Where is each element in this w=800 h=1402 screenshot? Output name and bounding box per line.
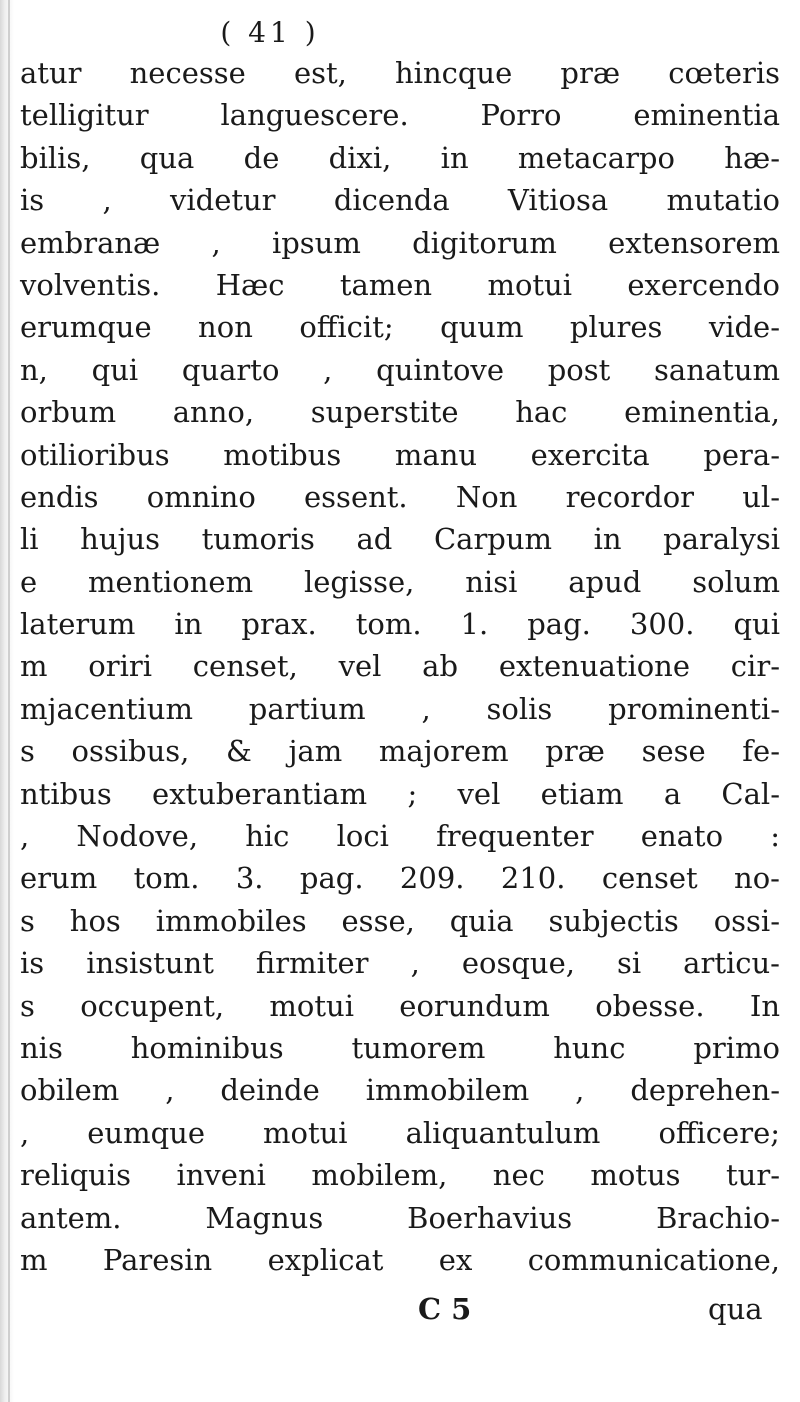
page-number: ( 41 )	[220, 16, 320, 49]
text-line: is , videtur dicenda Vitiosa mutatio	[20, 183, 780, 218]
text-line: endis omnino essent. Non recordor ul-	[20, 479, 780, 514]
text-line: atur necesse est, hincque præ cœteris	[20, 56, 780, 90]
text-line: laterum in prax. tom. 1. pag. 300. qui	[20, 607, 780, 642]
text-line: s occupent, motui eorundum obesse. In	[20, 988, 780, 1023]
text-line: reliquis inveni mobilem, nec motus tur-	[20, 1158, 780, 1193]
catchword: qua	[708, 1292, 763, 1326]
text-line: , Nodove, hic loci frequenter enato :	[20, 819, 780, 854]
text-line: n, qui quarto , quintove post sanatum	[20, 352, 780, 387]
text-line: s ossibus, & jam majorem præ sese fe-	[20, 734, 780, 769]
text-line: li hujus tumoris ad Carpum in paralysi	[20, 522, 780, 557]
text-line: obilem , deinde immobilem , deprehen-	[20, 1073, 780, 1108]
text-line: mjacentium partium , solis prominenti-	[20, 691, 780, 726]
text-line: erumque non officit; quum plures vide-	[20, 310, 780, 345]
binding-edge	[8, 0, 10, 1402]
text-line: m Paresin explicat ex communicatione,	[20, 1242, 780, 1277]
text-line: , eumque motui aliquantulum officere;	[20, 1115, 780, 1150]
body-text	[20, 52, 780, 1281]
text-line: embranæ , ipsum digitorum extensorem	[20, 225, 780, 260]
signature-mark: C 5	[418, 1292, 472, 1326]
text-line: ntibus extuberantiam ; vel etiam a Cal-	[20, 776, 780, 811]
text-line: bilis, qua de dixi, in metacarpo hæ-	[20, 140, 780, 175]
text-line: s hos immobiles esse, quia subjectis ossi-	[20, 903, 780, 938]
page-gutter-shadow	[0, 0, 14, 1402]
text-line: erum tom. 3. pag. 209. 210. censet no-	[20, 861, 780, 896]
text-line: otilioribus motibus manu exercita pera-	[20, 437, 780, 472]
text-line: telligitur languescere. Porro eminentia	[20, 98, 780, 133]
text-line: nis hominibus tumorem hunc primo	[20, 1030, 780, 1065]
text-line: antem. Magnus Boerhavius Brachio-	[20, 1200, 780, 1235]
text-line: e mentionem legisse, nisi apud solum	[20, 564, 780, 599]
text-line: volventis. Hæc tamen motui exercendo	[20, 267, 780, 302]
text-line: orbum anno, superstite hac eminentia,	[20, 395, 780, 430]
page-footer	[20, 1288, 780, 1330]
text-line: m oriri censet, vel ab extenuatione cir-	[20, 649, 780, 684]
text-line: is insistunt firmiter , eosque, si articu-	[20, 946, 780, 981]
